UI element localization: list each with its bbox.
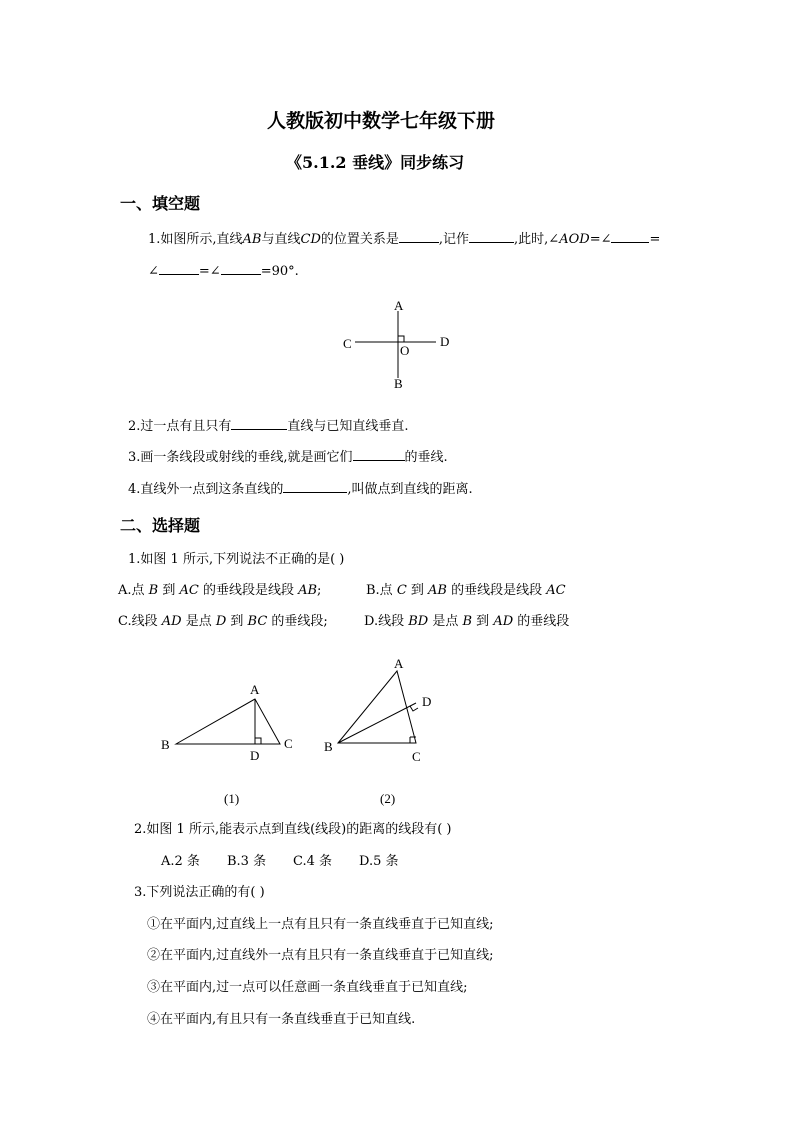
statement-4: ④在平面内,有且只有一条直线垂直于已知直线. <box>147 1012 416 1027</box>
fill-question-4: 4.直线外一点到这条直线的 ,叫做点到直线的距离. <box>128 479 473 499</box>
choice-option-a[interactable]: A.点 B 到 AC 的垂线段是线段 AB; <box>118 583 322 598</box>
fill-question-2: 2.过一点有且只有 直线与已知直线垂直. <box>128 416 409 436</box>
label-c: C <box>284 736 293 751</box>
fill-question-1: 1.如图所示,直线AB与直线CD的位置关系是 ,记作 ,此时,∠AOD=∠ = <box>148 229 660 249</box>
answer-blank[interactable] <box>469 229 514 243</box>
page-title: 人教版初中数学七年级下册 <box>267 110 496 132</box>
choice-question-2-options <box>161 853 399 871</box>
choice-question-2: 2.如图 1 所示,能表示点到直线(线段)的距离的线段有( ) <box>134 822 452 837</box>
label-c: C <box>343 336 352 351</box>
figure-perpendicular-lines <box>330 296 470 396</box>
right-angle-mark <box>398 336 404 342</box>
triangle-2 <box>338 671 416 743</box>
fill-question-3: 3.画一条线段或射线的垂线,就是画它们 的垂线. <box>128 447 448 467</box>
label-d: D <box>250 748 260 763</box>
page-subtitle: 《5.1.2 垂线》同步练习 <box>286 153 465 172</box>
right-angle-mark <box>410 706 418 711</box>
label-a: A <box>394 656 404 671</box>
statement-1: ①在平面内,过直线上一点有且只有一条直线垂直于已知直线; <box>147 917 494 932</box>
label-o: O <box>400 343 410 358</box>
fill-question-1-line-2: ∠ =∠ =90°. <box>148 261 299 281</box>
option-c[interactable]: C.4 条 <box>293 854 333 869</box>
choice-option-d[interactable]: D.线段 BD 是点 B 到 AD 的垂线段 <box>364 614 570 629</box>
triangle-1 <box>176 699 280 744</box>
statement-2: ②在平面内,过直线外一点有且只有一条直线垂直于已知直线; <box>147 948 494 963</box>
figure-triangles <box>150 650 450 810</box>
section-choice-heading: 二、选择题 <box>120 516 201 535</box>
section-fill-heading: 一、填空题 <box>120 194 201 213</box>
answer-blank[interactable] <box>283 479 347 493</box>
statement-3: ③在平面内,过一点可以任意画一条直线垂直于已知直线; <box>147 980 468 995</box>
label-a: A <box>250 682 260 697</box>
figure-caption-1: (1) <box>224 791 240 806</box>
choice-option-b[interactable]: B.点 C 到 AB 的垂线段是线段 AC <box>366 583 566 598</box>
right-angle-mark <box>255 738 261 744</box>
choice-question-3: 3.下列说法正确的有( ) <box>134 885 265 900</box>
label-a: A <box>394 298 404 313</box>
answer-blank[interactable] <box>611 229 649 243</box>
answer-blank[interactable] <box>221 261 261 275</box>
option-d[interactable]: D.5 条 <box>359 854 399 869</box>
answer-blank[interactable] <box>159 261 199 275</box>
label-b: B <box>394 376 403 391</box>
label-b: B <box>324 739 333 754</box>
label-d: D <box>422 694 432 709</box>
label-b: B <box>161 737 170 752</box>
answer-blank[interactable] <box>399 229 439 243</box>
option-b[interactable]: B.3 条 <box>227 854 267 869</box>
label-d: D <box>440 334 450 349</box>
segment-bd <box>338 703 416 743</box>
choice-question-1: 1.如图 1 所示,下列说法不正确的是( ) <box>128 552 345 567</box>
answer-blank[interactable] <box>353 447 405 461</box>
label-c: C <box>412 749 421 764</box>
answer-blank[interactable] <box>231 416 287 430</box>
option-a[interactable]: A.2 条 <box>161 854 200 869</box>
figure-caption-2: (2) <box>380 791 396 806</box>
choice-option-c[interactable]: C.线段 AD 是点 D 到 BC 的垂线段; <box>118 614 328 629</box>
